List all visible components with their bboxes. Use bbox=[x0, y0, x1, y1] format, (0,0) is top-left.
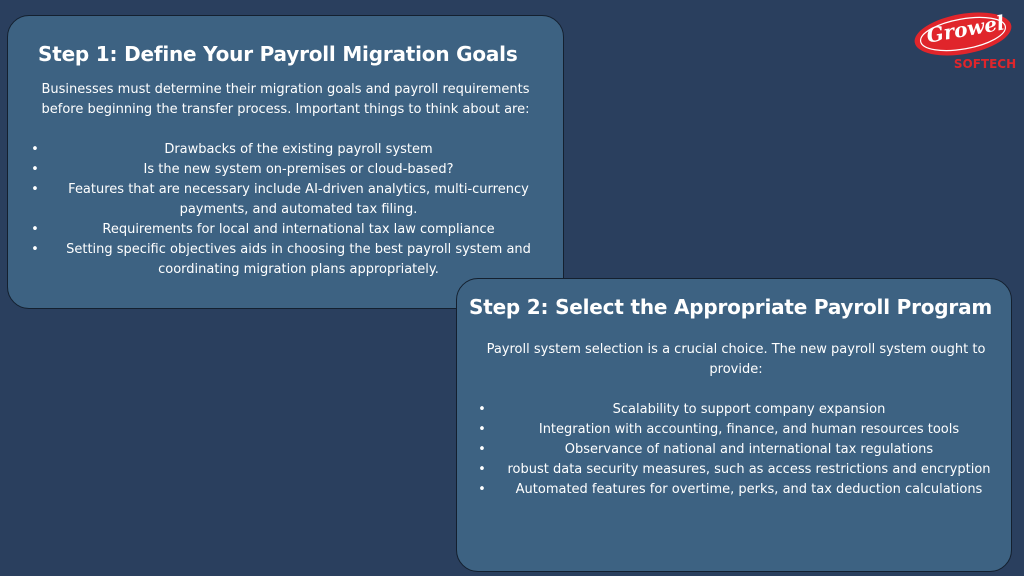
step2-title: Step 2: Select the Appropriate Payroll Program bbox=[469, 295, 993, 319]
logo-graphic bbox=[910, 8, 1020, 74]
list-item-text: robust data security measures, such as access restrictions and encryption bbox=[507, 462, 991, 477]
list-item-text: Is the new system on-premises or cloud-based? bbox=[143, 162, 454, 177]
bullet-dot-icon: • bbox=[478, 442, 486, 457]
step2-card bbox=[456, 278, 1012, 572]
bullet-dot-icon: • bbox=[31, 182, 39, 197]
list-item-text: Setting specific objectives aids in choosing the best payroll system and coordinating migration plans appropriately. bbox=[66, 242, 531, 277]
step2-bullet-list bbox=[469, 400, 1003, 500]
list-item bbox=[22, 160, 549, 180]
bullet-dot-icon: • bbox=[31, 242, 39, 257]
step1-card bbox=[7, 15, 564, 309]
bullet-dot-icon: • bbox=[478, 422, 486, 437]
step1-bullet-list bbox=[22, 140, 549, 280]
list-item-text: Observance of national and international tax regulations bbox=[564, 442, 934, 457]
bullet-dot-icon: • bbox=[31, 222, 39, 237]
list-item bbox=[469, 420, 1003, 440]
list-item bbox=[469, 480, 1003, 500]
list-item-text: Features that are necessary include AI-driven analytics, multi-currency payments, and automated tax filing. bbox=[68, 182, 529, 217]
list-item bbox=[22, 240, 549, 280]
growel-softech-logo bbox=[910, 8, 1020, 74]
list-item-text: Automated features for overtime, perks, and tax deduction calculations bbox=[515, 482, 983, 497]
step1-title: Step 1: Define Your Payroll Migration Goals bbox=[38, 42, 518, 66]
logo-sub-text: SOFTECH bbox=[953, 57, 1017, 71]
list-item bbox=[22, 220, 549, 240]
logo-brand-text: Growel bbox=[924, 10, 1007, 48]
list-item-text: Integration with accounting, finance, and human resources tools bbox=[538, 422, 960, 437]
step1-intro: Businesses must determine their migration goals and payroll requirements before beginning the transfer process. Important things to think about are: bbox=[41, 82, 530, 117]
bullet-dot-icon: • bbox=[478, 482, 486, 497]
list-item bbox=[469, 440, 1003, 460]
bullet-dot-icon: • bbox=[31, 142, 39, 157]
list-item-text: Scalability to support company expansion bbox=[612, 402, 886, 417]
bullet-dot-icon: • bbox=[31, 162, 39, 177]
bullet-dot-icon: • bbox=[478, 402, 486, 417]
list-item-text: Drawbacks of the existing payroll system bbox=[164, 142, 433, 157]
list-item bbox=[469, 400, 1003, 420]
step2-intro: Payroll system selection is a crucial choice. The new payroll system ought to provide: bbox=[486, 342, 986, 377]
list-item bbox=[22, 180, 549, 220]
list-item bbox=[22, 140, 549, 160]
bullet-dot-icon: • bbox=[478, 462, 486, 477]
list-item bbox=[469, 460, 1003, 480]
list-item-text: Requirements for local and international tax law compliance bbox=[102, 222, 495, 237]
